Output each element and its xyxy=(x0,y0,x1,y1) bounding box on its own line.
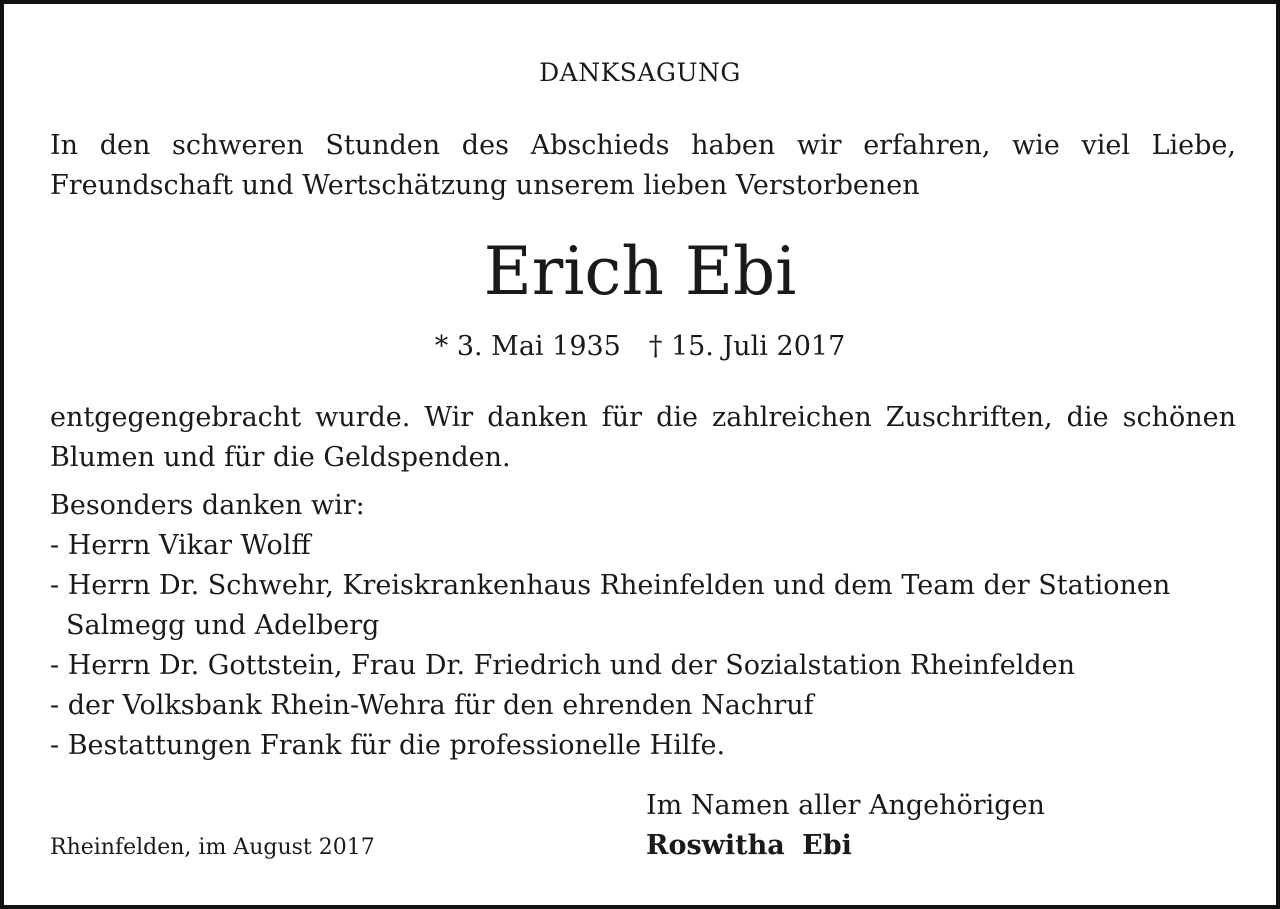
special-thanks-list xyxy=(50,526,1236,766)
list-item: - Herrn Dr. Gottstein, Frau Dr. Friedrich und der Sozialstation Rheinfelden xyxy=(50,650,1076,681)
birth-date: * 3. Mai 1935 xyxy=(434,331,621,362)
special-thanks xyxy=(50,486,1236,766)
signature-block xyxy=(646,786,1045,866)
list-item: - Herrn Vikar Wolff xyxy=(50,530,311,561)
list-item: - der Volksbank Rhein-Wehra für den ehrenden Nachruf xyxy=(50,690,814,721)
place-and-date: Rheinfelden, im August 2017 xyxy=(50,835,375,860)
on-behalf-line: Im Namen aller Angehörigen xyxy=(646,790,1045,821)
death-date: † 15. Juli 2017 xyxy=(648,331,846,362)
intro-paragraph xyxy=(50,126,1236,206)
list-item: - Bestattungen Frank für die professionelle Hilfe. xyxy=(50,730,726,761)
intro-line-2: Freundschaft und Wertschätzung unserem lieben Verstorbenen xyxy=(50,170,920,201)
deceased-name: Erich Ebi xyxy=(483,233,797,310)
thanks-paragraph-line-1: entgegengebracht wurde. Wir danken für die zahlreichen Zuschriften, die schönen xyxy=(50,402,1236,433)
intro-line-1: In den schweren Stunden des Abschieds haben wir erfahren, wie viel Liebe, xyxy=(50,130,1236,161)
thanks-paragraph xyxy=(50,398,1236,478)
life-dates xyxy=(4,327,1276,367)
special-thanks-intro: Besonders danken wir: xyxy=(50,490,365,521)
thanks-paragraph-line-2: Blumen und für die Geldspenden. xyxy=(50,442,511,473)
list-item: - Herrn Dr. Schwehr, Kreiskrankenhaus Rheinfelden und dem Team der Stationen Salmegg und Adelberg xyxy=(50,570,1171,641)
notice-heading: DANKSAGUNG xyxy=(539,58,741,87)
signer-name: Roswitha Ebi xyxy=(646,830,852,861)
